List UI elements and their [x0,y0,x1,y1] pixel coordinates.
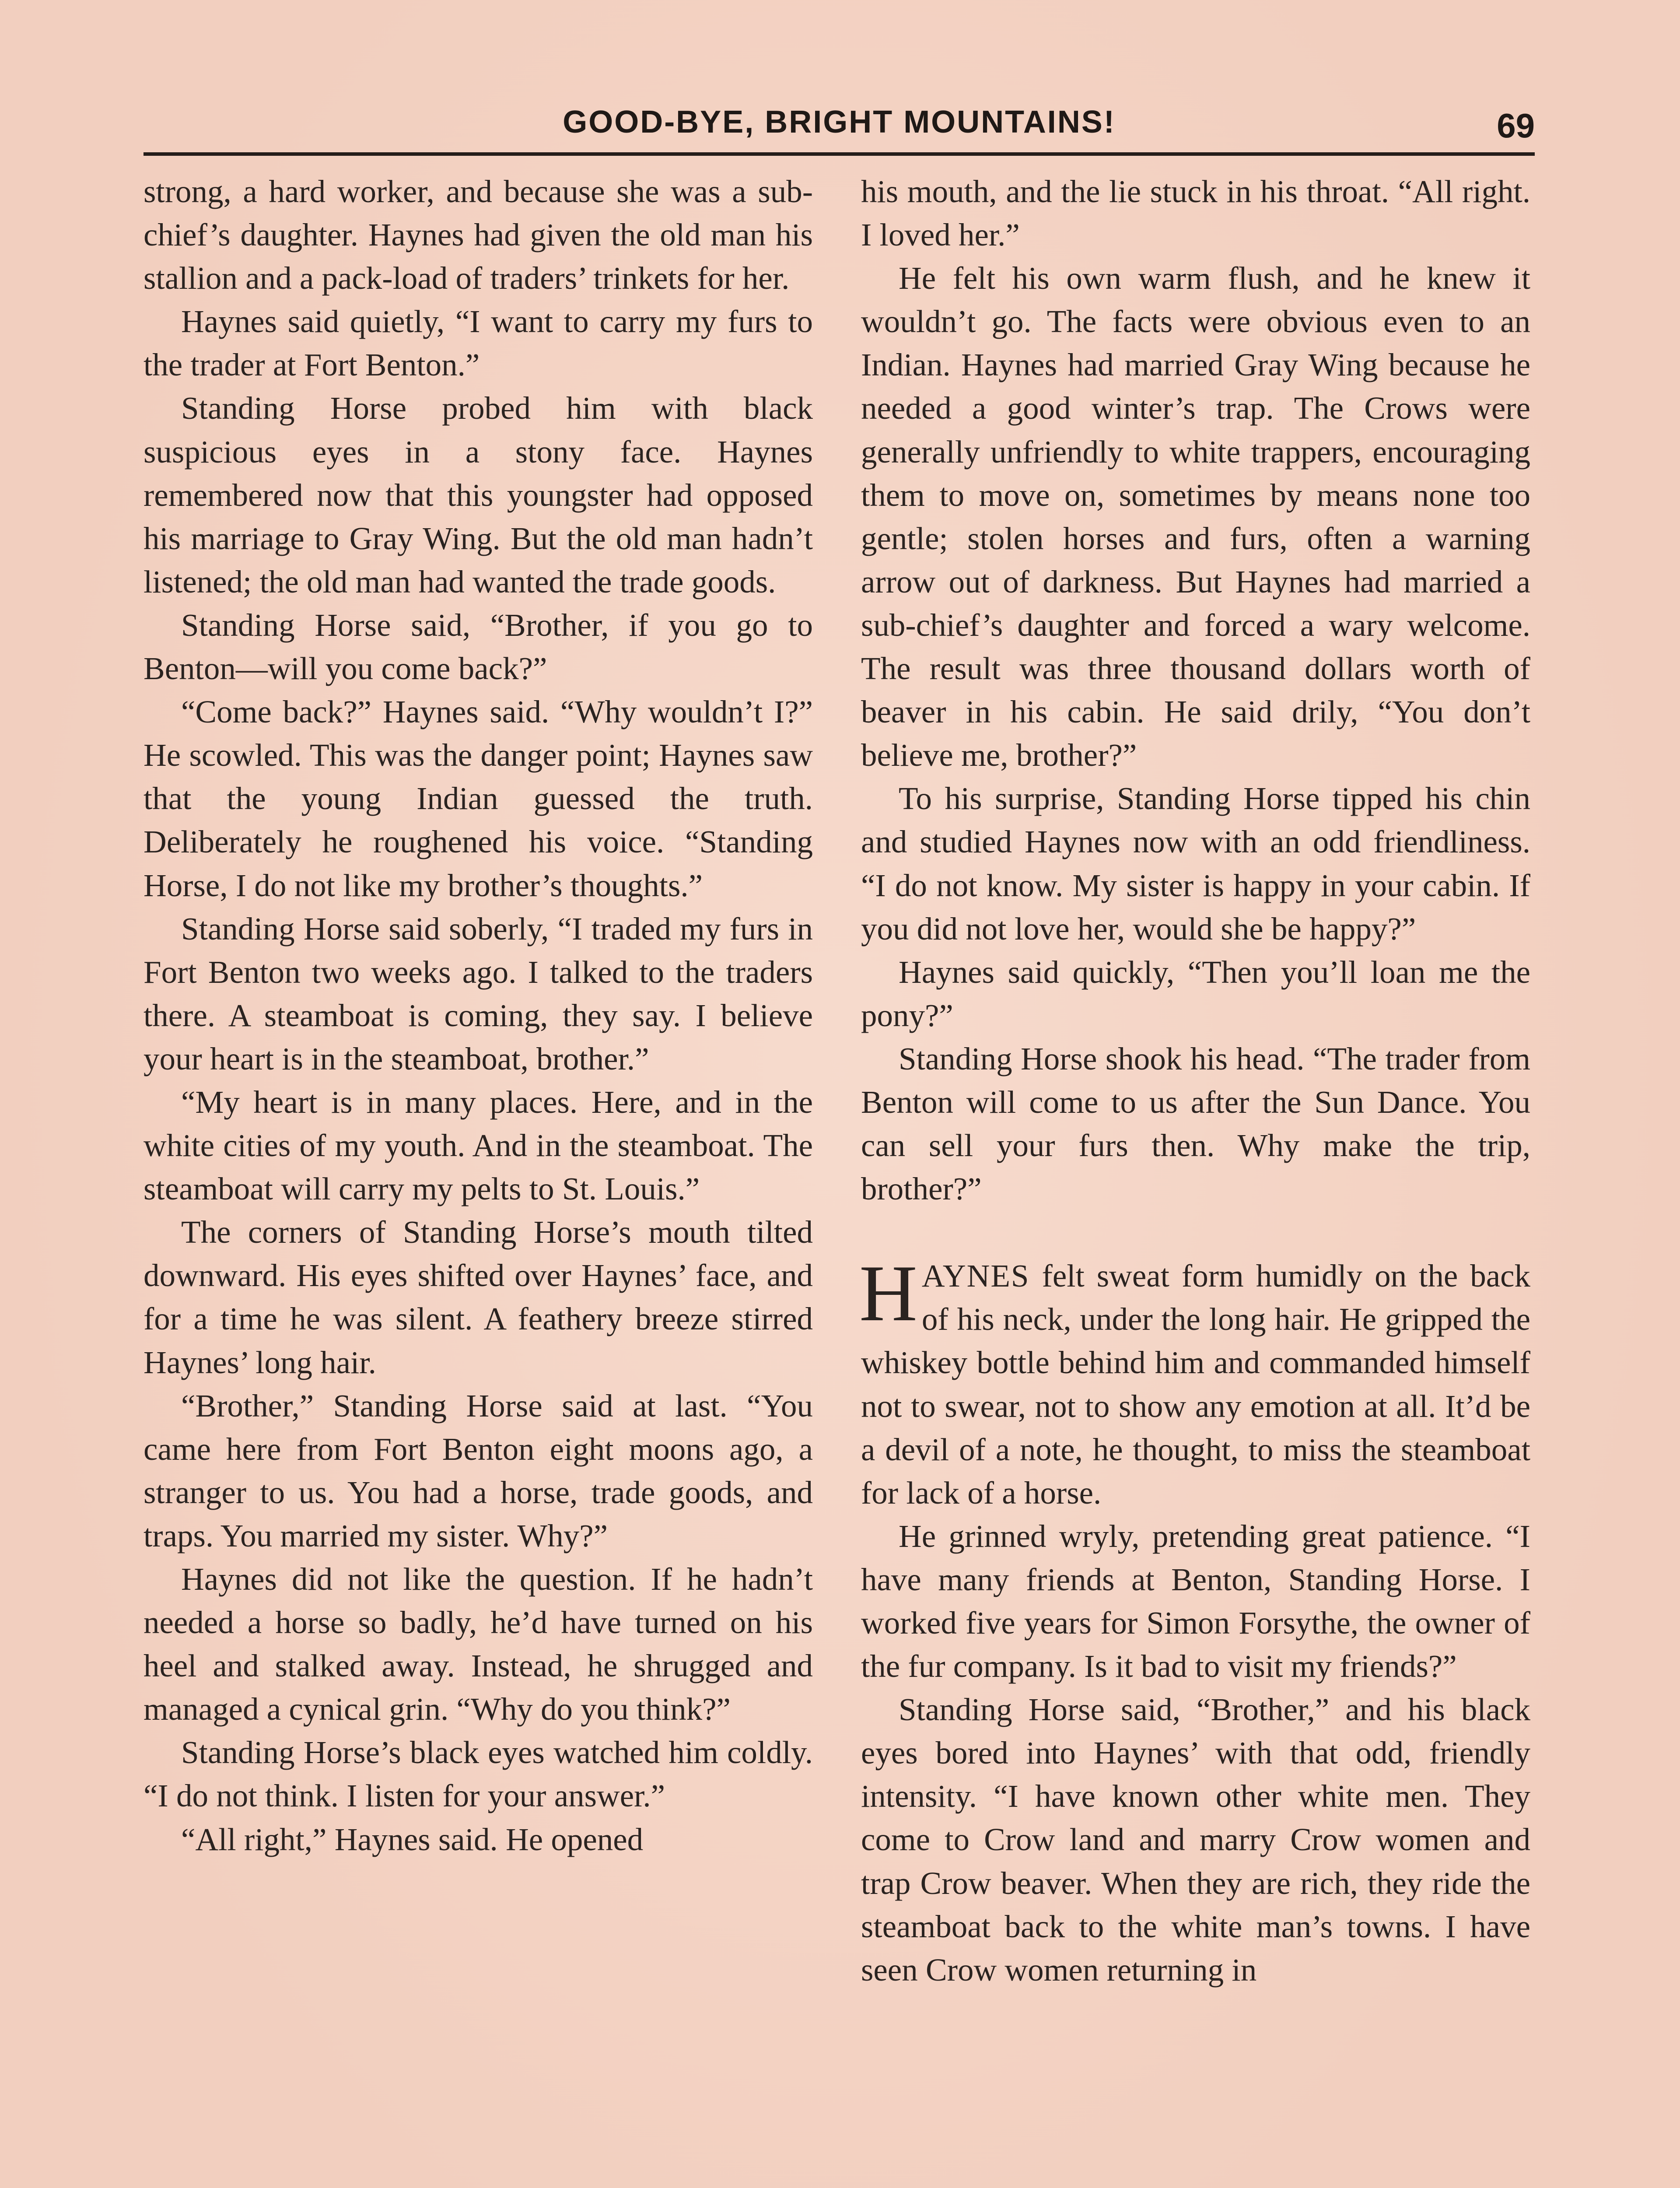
section-first-word: AYNES [921,1258,1030,1294]
paragraph: “All right,” Haynes said. He opened [181,1821,644,1857]
drop-cap: H [859,1248,917,1338]
running-head [144,101,1535,153]
paragraph: “My heart is in many places. Here, and in the white cities of my youth. And in the steamboat. The steamboat will carry my pelts to St. Louis.” [144,1084,813,1207]
paragraph: Standing Horse probed him with black suspicious eyes in a stony face. Haynes remembered now that this youngster had opposed his marriage to Gray Wing. But the old man hadn’t listened; the old man had wanted the trade goods. [144,390,813,600]
paragraph: Haynes said quickly, “Then you’ll loan me the pony?” [861,954,1530,1033]
paragraph: his mouth, and the lie stuck in his throat. “All right. I loved her.” [861,174,1530,253]
paragraph: Haynes did not like the question. If he hadn’t needed a horse so badly, he’d have turned on his heel and stalked away. Instead, he shrugged and managed a cynical grin. “Why do you think?” [144,1561,813,1727]
paragraph: To his surprise, Standing Horse tipped his chin and studied Haynes now with an odd friendliness. “I do not know. My sister is happy in your cabin. If you did not love her, would she be happy?” [861,781,1530,947]
running-title: GOOD-BYE, BRIGHT MOUNTAINS! [563,105,1116,140]
header-rule [144,152,1535,156]
paragraph: The corners of Standing Horse’s mouth tilted downward. His eyes shifted over Haynes’ face, and for a time he was silent. A feathery breeze stirred Haynes’ long hair. [144,1214,813,1380]
section-opening-paragraph [859,1248,1530,1515]
paragraph: He grinned wryly, pretending great patience. “I have many friends at Benton, Standing Horse. I worked five years for Simon Forsythe, the owner of the fur company. Is it bad to visit my friends?” [861,1518,1530,1684]
left-column [144,170,813,1861]
paragraph: Standing Horse shook his head. “The trader from Benton will come to us after the Sun Dance. You can sell your furs then. Why make the trip, brother?” [861,1041,1530,1207]
paragraph: Standing Horse said soberly, “I traded my furs in Fort Benton two weeks ago. I talked to the traders there. A steamboat is coming, they say. I believe your heart is in the steamboat, brother.” [144,911,813,1076]
paragraph: Standing Horse said, “Brother, if you go to Benton—will you come back?” [144,607,813,687]
paragraph: Haynes said quietly, “I want to carry my furs to the trader at Fort Benton.” [144,304,813,383]
page-number: 69 [1497,106,1535,145]
paragraph: Standing Horse said, “Brother,” and his black eyes bored into Haynes’ with that odd, friendly intensity. “I have known other white men. They come to Crow land and marry Crow women and trap Crow beaver. When they are rich, they ride the steamboat back to the white man’s towns. I have seen Crow women returning in [861,1692,1530,1988]
right-column [861,170,1530,1992]
section-first-text: felt sweat form humidly on the back of his neck, under the long hair. He gripped the whiskey bottle behind him and commanded himself not to swear, not to show any emotion at all. It’d be a devil of a note, he thought, to miss the steamboat for lack of a horse. [861,1258,1530,1511]
paragraph: “Come back?” Haynes said. “Why wouldn’t I?” He scowled. This was the danger point; Haynes saw that the young Indian guessed the truth. Deliberately he roughened his voice. “Standing Horse, I do not like my brother’s thoughts.” [144,694,813,903]
paragraph: Standing Horse’s black eyes watched him coldly. “I do not think. I listen for your answer.” [144,1735,813,1814]
paragraph: “Brother,” Standing Horse said at last. “You came here from Fort Benton eight moons ago, a stranger to us. You had a horse, trade goods, and traps. You married my sister. Why?” [144,1388,813,1553]
paragraph: strong, a hard worker, and because she was a sub-chief’s daughter. Haynes had given the old man his stallion and a pack-load of traders’ trinkets for her. [144,174,813,296]
paragraph: He felt his own warm flush, and he knew it wouldn’t go. The facts were obvious even to an Indian. Haynes had married Gray Wing because he needed a good winter’s trap. The Crows were generally unfriendly to white trappers, encouraging them to move on, sometimes by means none too gentle; stolen horses and furs, often a warning arrow out of darkness. But Haynes had married a sub-chief’s daughter and forced a wary welcome. The result was three thousand dollars worth of beaver in his cabin. He said drily, “You don’t believe me, brother?” [861,260,1530,773]
